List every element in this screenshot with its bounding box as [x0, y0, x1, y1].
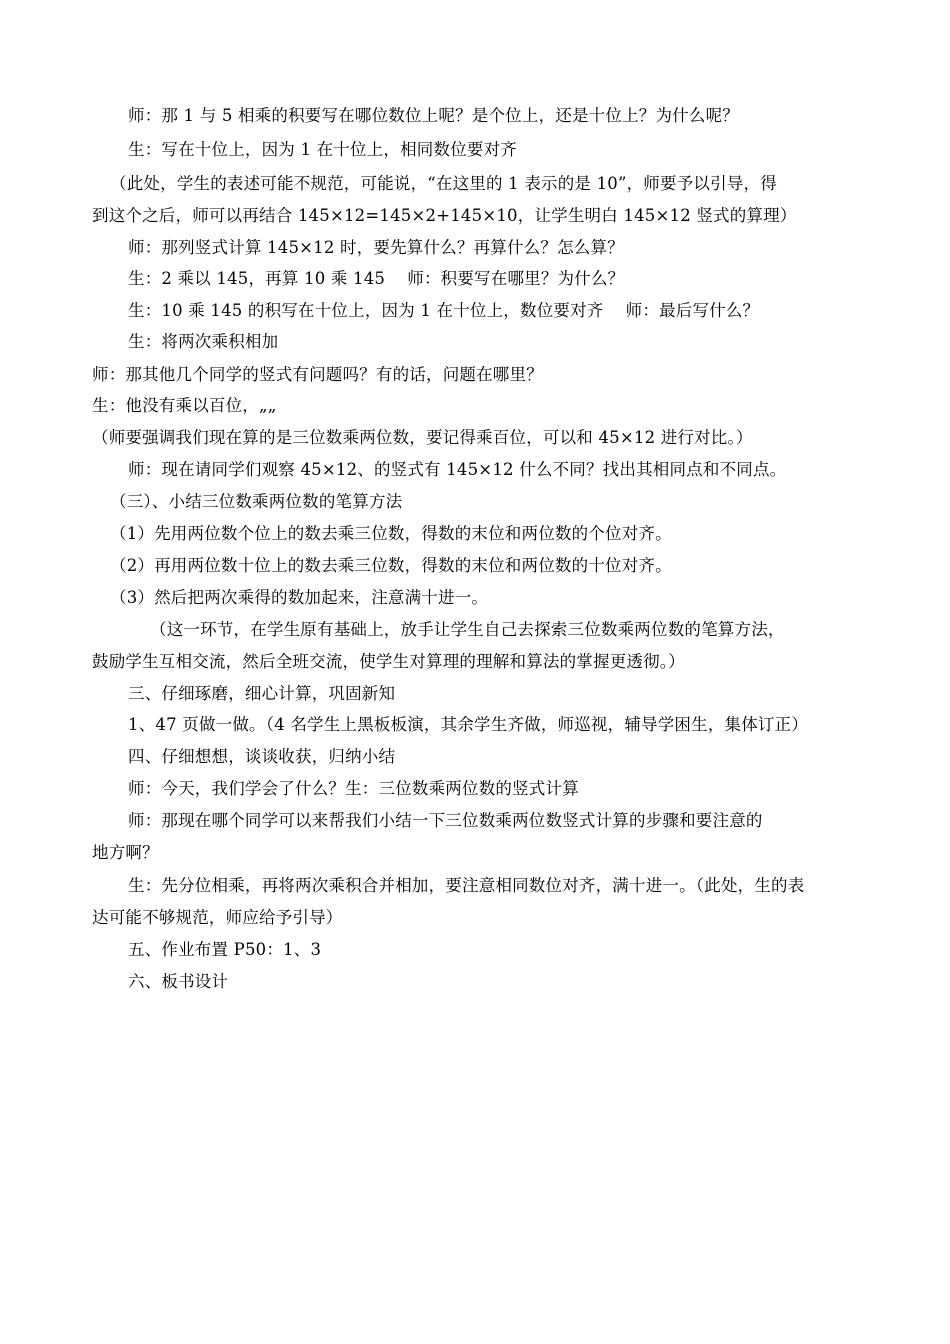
text-line: 生：先分位相乘，再将两次乘积合并相加，要注意相同数位对齐，满十进一。（此处，生的表 [128, 876, 805, 895]
text-line: 地方啊？ [92, 843, 159, 862]
text-line: 师：那其他几个同学的竖式有问题吗？有的话，问题在哪里？ [92, 365, 543, 384]
text-line: 生：写在十位上，因为 1 在十位上，相同数位要对齐 [128, 140, 517, 159]
text-line: 生：2 乘以 145，再算 10 乘 145 师：积要写在哪里？为什么？ [128, 269, 625, 288]
text-line: 师：那列竖式计算 145×12 时，要先算什么？再算什么？怎么算？ [128, 238, 624, 257]
text-line: 生：10 乘 145 的积写在十位上，因为 1 在十位上，数位要对齐 师：最后写什么？ [128, 301, 760, 320]
list-item: （1）先用两位数个位上的数去乘三位数，得数的末位和两位数的个位对齐。 [110, 524, 672, 543]
text-line: 师：现在请同学们观察 45×12、的竖式有 145×12 什么不同？找出其相同点和不同点。 [128, 460, 787, 479]
text-line: 1、47 页做一做。（4 名学生上黑板板演，其余学生齐做，师巡视，辅导学困生，集体订正） [128, 715, 809, 734]
section-heading: 六、板书设计 [128, 972, 229, 991]
text-line: 鼓励学生互相交流，然后全班交流，使学生对算理的理解和算法的掌握更透彻。） [92, 652, 685, 671]
section-heading: 四、仔细想想，谈谈收获，归纳小结 [128, 747, 396, 766]
text-line: 生：将两次乘积相加 [128, 332, 279, 351]
text-line: 达可能不够规范，师应给予引导） [92, 908, 343, 927]
text-line: 到这个之后，师可以再结合 145×12=145×2+145×10，让学生明白 145×12 竖式的算理） [92, 206, 797, 225]
text-line: （这一环节，在学生原有基础上，放手让学生自己去探索三位数乘两位数的笔算方法， [150, 620, 785, 639]
text-line: 师：那现在哪个同学可以来帮我们小结一下三位数乘两位数竖式计算的步骤和要注意的 [128, 811, 763, 830]
list-item: （3）然后把两次乘得的数加起来，注意满十进一。 [110, 588, 489, 607]
section-heading: 五、作业布置 P50：1、3 [128, 940, 322, 959]
text-line: 生：他没有乘以百位，„„ [92, 396, 277, 415]
section-heading: 三、仔细琢磨，细心计算，巩固新知 [128, 684, 396, 703]
text-line: 师：今天，我们学会了什么？生：三位数乘两位数的竖式计算 [128, 779, 579, 798]
section-heading: （三）、小结三位数乘两位数的笔算方法 [110, 492, 403, 511]
text-line: （此处，学生的表述可能不规范，可能说，“在这里的 1 表示的是 10”，师要予以引导，得 [110, 174, 777, 193]
text-line: 师：那 1 与 5 相乘的积要写在哪位数位上呢？是个位上，还是十位上？为什么呢？ [128, 106, 739, 125]
text-line: （师要强调我们现在算的是三位数乘两位数，要记得乘百位，可以和 45×12 进行对比。） [92, 428, 753, 447]
list-item: （2）再用两位数十位上的数去乘三位数，得数的末位和两位数的十位对齐。 [110, 556, 672, 575]
